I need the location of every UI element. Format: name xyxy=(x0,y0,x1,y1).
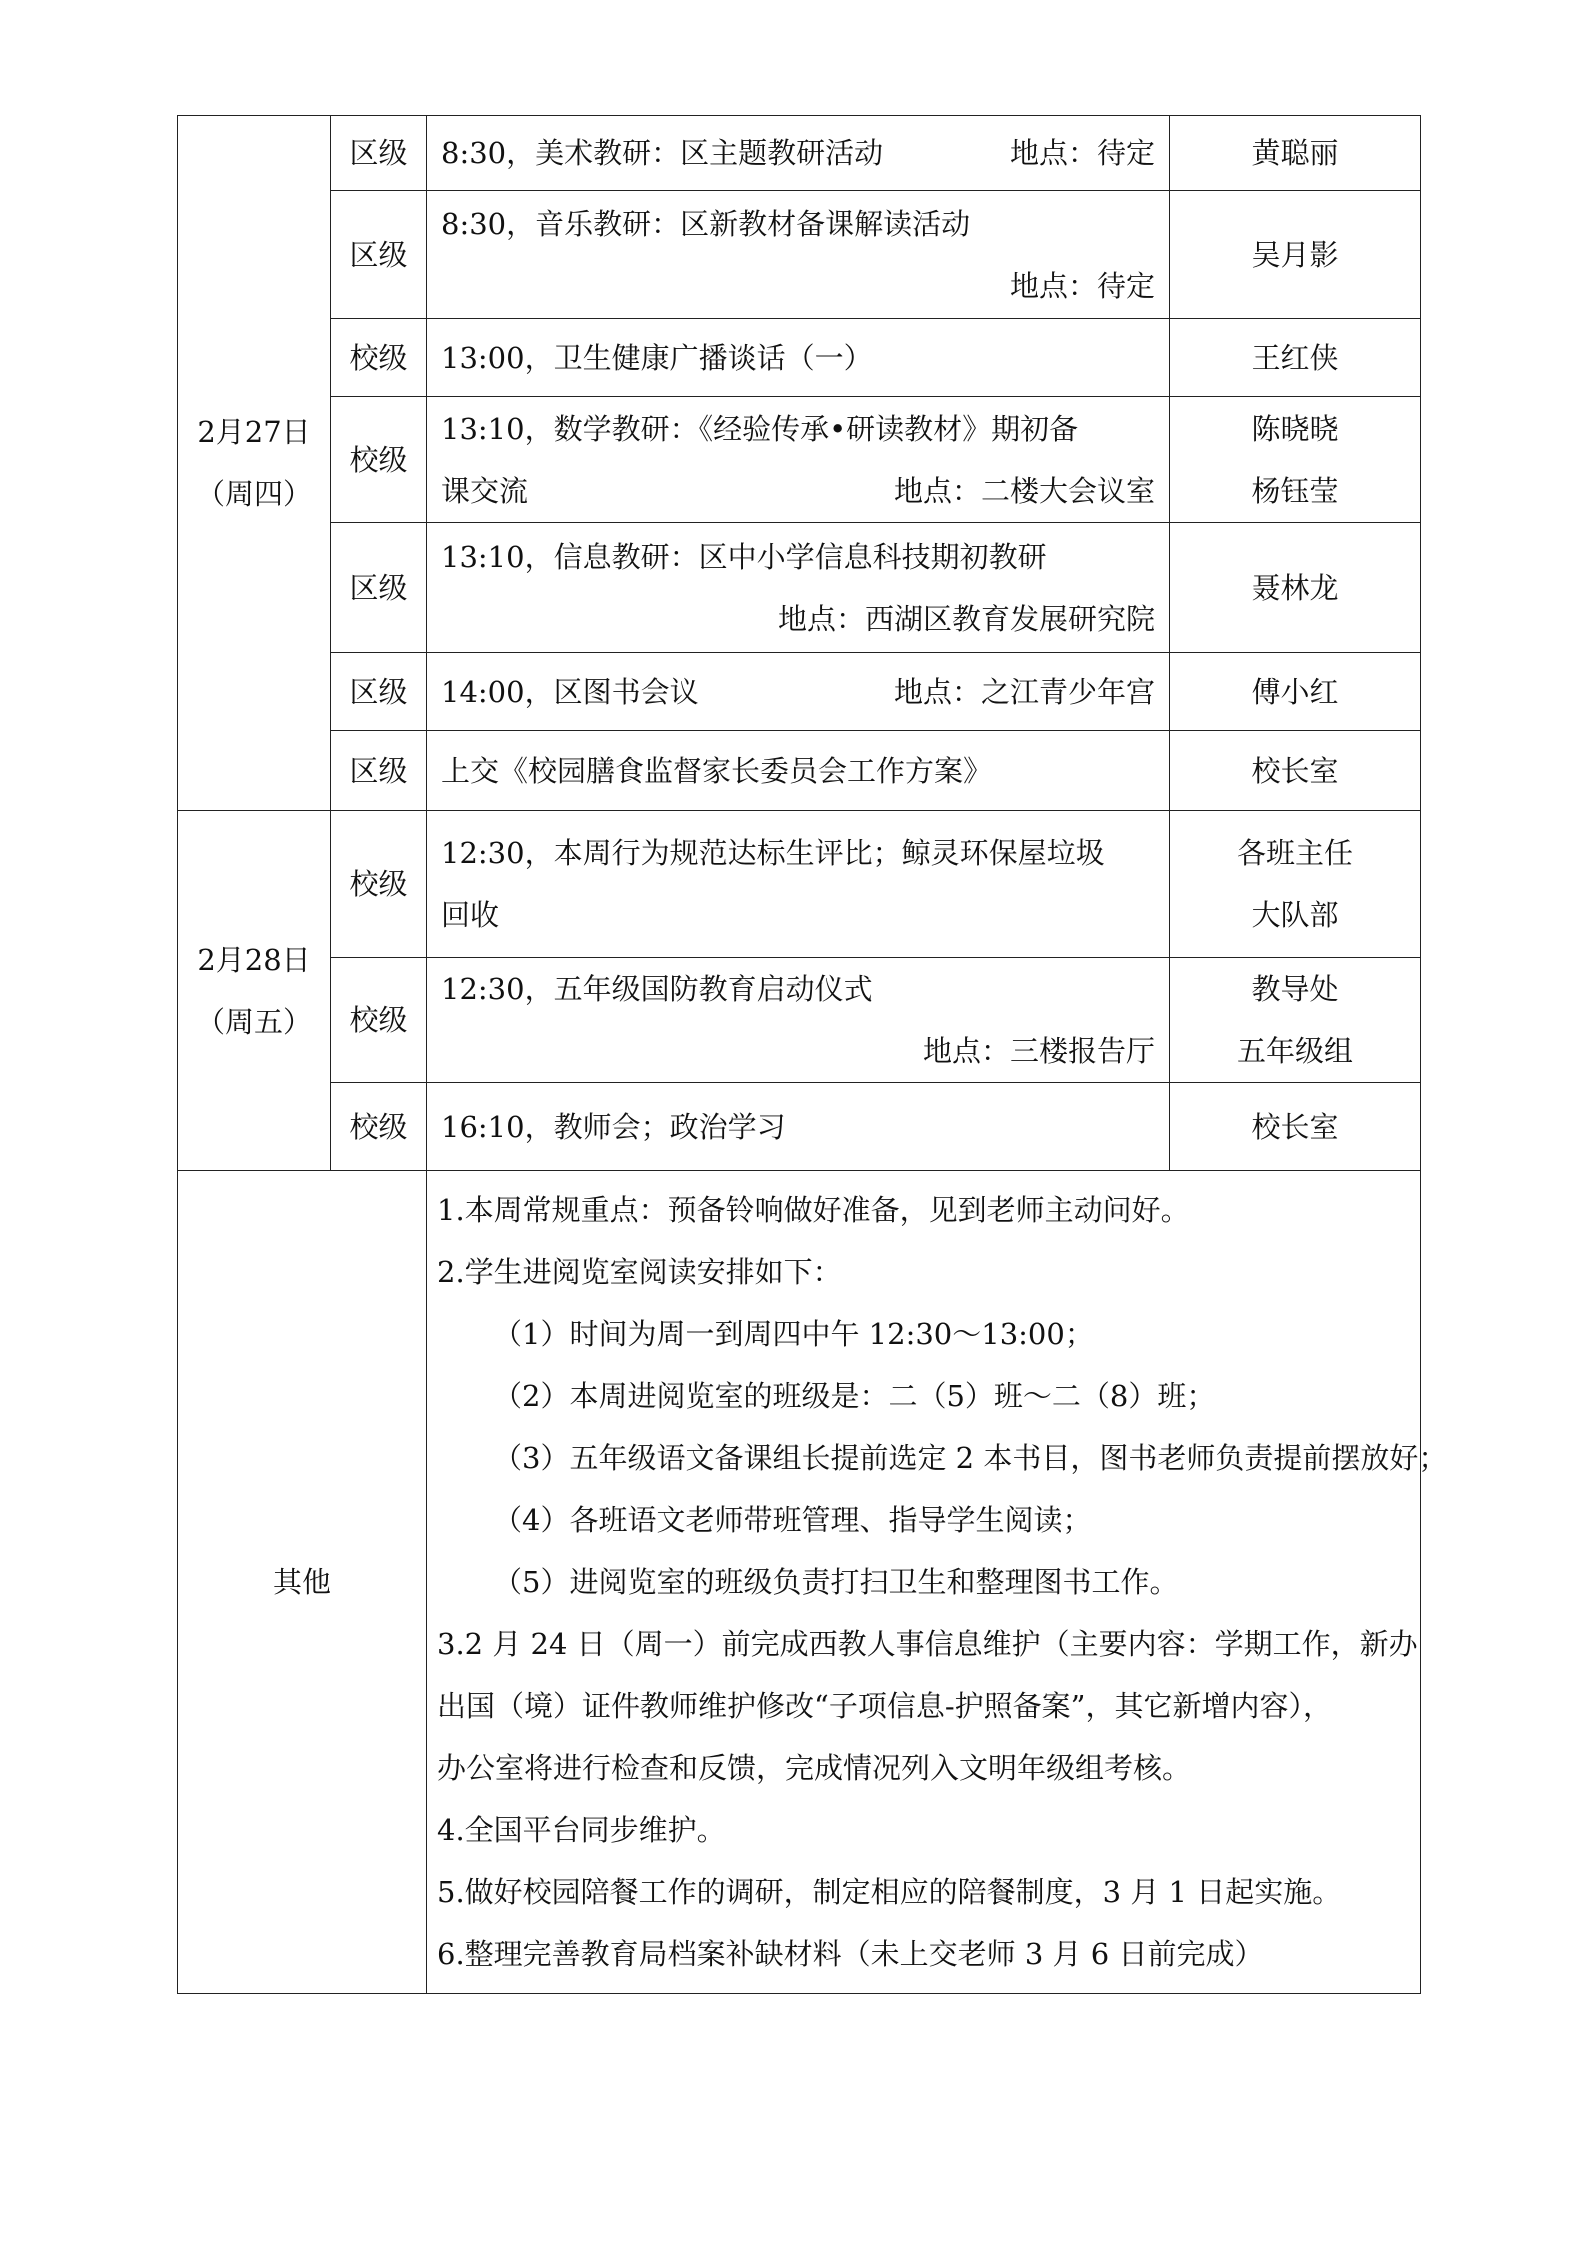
table-row xyxy=(178,116,1421,191)
weekday-label: （周四） xyxy=(195,477,312,511)
table-row xyxy=(178,731,1421,811)
note-item: 6.整理完善教育局档案补缺材料（未上交老师 3 月 6 日前完成） xyxy=(437,1937,1264,1971)
content-cell xyxy=(427,1083,1170,1171)
event-text-continued: 课交流 xyxy=(441,473,529,508)
person-name: 吴月影 xyxy=(1251,237,1339,272)
event-text: 13:10，数学教研：《经验传承•研读教材》期初备 xyxy=(441,411,1079,446)
note-item: 2.学生进阅览室阅读安排如下： xyxy=(437,1255,842,1289)
event-text: 16:10，教师会；政治学习 xyxy=(441,1109,786,1144)
level-cell: 区级 xyxy=(331,653,427,731)
content-cell xyxy=(427,116,1170,191)
note-subitem: （2）本周进阅览室的班级是：二（5）班～二（8）班； xyxy=(493,1379,1216,1413)
table-row xyxy=(178,1083,1421,1171)
note-subitem: （5）进阅览室的班级负责打扫卫生和整理图书工作。 xyxy=(493,1565,1179,1599)
note-subitem: （4）各班语文老师带班管理、指导学生阅读； xyxy=(493,1503,1092,1537)
event-location: 地点：西湖区教育发展研究院 xyxy=(777,601,1155,636)
level-cell: 校级 xyxy=(331,958,427,1083)
note-item: 5.做好校园陪餐工作的调研，制定相应的陪餐制度，3 月 1 日起实施。 xyxy=(437,1875,1342,1909)
note-item-continued: 办公室将进行检查和反馈，完成情况列入文明年级组考核。 xyxy=(437,1751,1192,1785)
level-cell: 校级 xyxy=(331,319,427,397)
event-location: 地点：待定 xyxy=(1009,268,1155,303)
person-cell xyxy=(1170,523,1421,653)
date-cell xyxy=(178,116,331,811)
event-text: 13:10，信息教研：区中小学信息科技期初教研 xyxy=(441,539,1047,574)
table-row xyxy=(178,191,1421,319)
event-text: 上交《校园膳食监督家长委员会工作方案》 xyxy=(441,753,993,788)
person-name: 各班主任 xyxy=(1236,836,1353,870)
note-item-continued: 出国（境）证件教师维护修改“子项信息-护照备案”，其它新增内容）， xyxy=(437,1689,1332,1723)
event-text: 8:30，音乐教研：区新教材备课解读活动 xyxy=(441,206,971,241)
person-cell xyxy=(1170,191,1421,319)
level-cell: 校级 xyxy=(331,1083,427,1171)
content-cell xyxy=(427,319,1170,397)
person-cell xyxy=(1170,958,1421,1083)
level-cell: 区级 xyxy=(331,731,427,811)
content-cell xyxy=(427,731,1170,811)
person-cell xyxy=(1170,731,1421,811)
content-cell xyxy=(427,653,1170,731)
note-subitem: （1）时间为周一到周四中午 12:30～13:00； xyxy=(493,1317,1094,1351)
date-label: 2月27日 xyxy=(197,415,311,449)
content-cell xyxy=(427,523,1170,653)
table-row xyxy=(178,958,1421,1083)
event-location: 地点：待定 xyxy=(1009,136,1155,170)
person-cell xyxy=(1170,397,1421,523)
person-name: 校长室 xyxy=(1251,1109,1339,1144)
content-cell xyxy=(427,958,1170,1083)
person-name: 五年级组 xyxy=(1236,1034,1353,1068)
table-row xyxy=(178,1171,1421,1994)
level-cell: 校级 xyxy=(331,397,427,523)
note-item: 4.全国平台同步维护。 xyxy=(437,1813,726,1847)
person-name: 大队部 xyxy=(1251,898,1339,932)
person-name: 陈晓晓 xyxy=(1251,411,1339,446)
person-cell xyxy=(1170,116,1421,191)
event-text: 8:30，美术教研：区主题教研活动 xyxy=(441,136,884,170)
person-name: 校长室 xyxy=(1251,753,1339,788)
other-label-cell: 其他 xyxy=(178,1171,427,1994)
date-label: 2月28日 xyxy=(197,942,311,977)
table-row xyxy=(178,319,1421,397)
person-name: 聂林龙 xyxy=(1251,570,1339,605)
event-text: 14:00，区图书会议 xyxy=(441,674,699,709)
level-cell: 区级 xyxy=(331,116,427,191)
person-name: 傅小红 xyxy=(1251,674,1339,709)
person-cell xyxy=(1170,811,1421,958)
level-cell: 区级 xyxy=(331,191,427,319)
note-subitem: （3）五年级语文备课组长提前选定 2 本书目，图书老师负责提前摆放好； xyxy=(493,1441,1448,1475)
weekly-schedule-table xyxy=(177,115,1448,1994)
note-item: 1.本周常规重点：预备铃响做好准备，见到老师主动问好。 xyxy=(437,1193,1190,1227)
person-cell xyxy=(1170,653,1421,731)
other-notes-cell xyxy=(427,1171,1448,1994)
person-cell xyxy=(1170,319,1421,397)
table-row xyxy=(178,523,1421,653)
weekday-label: （周五） xyxy=(195,1004,312,1039)
table-row xyxy=(178,397,1421,523)
person-name: 王红侠 xyxy=(1251,340,1339,375)
person-name: 黄聪丽 xyxy=(1251,136,1339,170)
event-text: 13:00，卫生健康广播谈话（一） xyxy=(441,340,873,375)
person-name: 杨钰莹 xyxy=(1251,473,1339,508)
content-cell xyxy=(427,191,1170,319)
level-cell: 区级 xyxy=(331,523,427,653)
level-cell: 校级 xyxy=(331,811,427,958)
table-row xyxy=(178,811,1421,958)
event-location: 地点：之江青少年宫 xyxy=(893,674,1155,709)
event-location: 地点：三楼报告厅 xyxy=(922,1034,1155,1068)
person-name: 教导处 xyxy=(1251,972,1339,1006)
event-location: 地点：二楼大会议室 xyxy=(893,473,1155,508)
content-cell xyxy=(427,397,1170,523)
event-text-continued: 回收 xyxy=(441,898,500,932)
content-cell xyxy=(427,811,1170,958)
note-item: 3.2 月 24 日（周一）前完成西教人事信息维护（主要内容：学期工作，新办 xyxy=(437,1627,1418,1661)
date-cell xyxy=(178,811,331,1171)
person-cell xyxy=(1170,1083,1421,1171)
event-text: 12:30，本周行为规范达标生评比；鲸灵环保屋垃圾 xyxy=(441,836,1105,870)
table-row xyxy=(178,653,1421,731)
event-text: 12:30，五年级国防教育启动仪式 xyxy=(441,972,873,1006)
